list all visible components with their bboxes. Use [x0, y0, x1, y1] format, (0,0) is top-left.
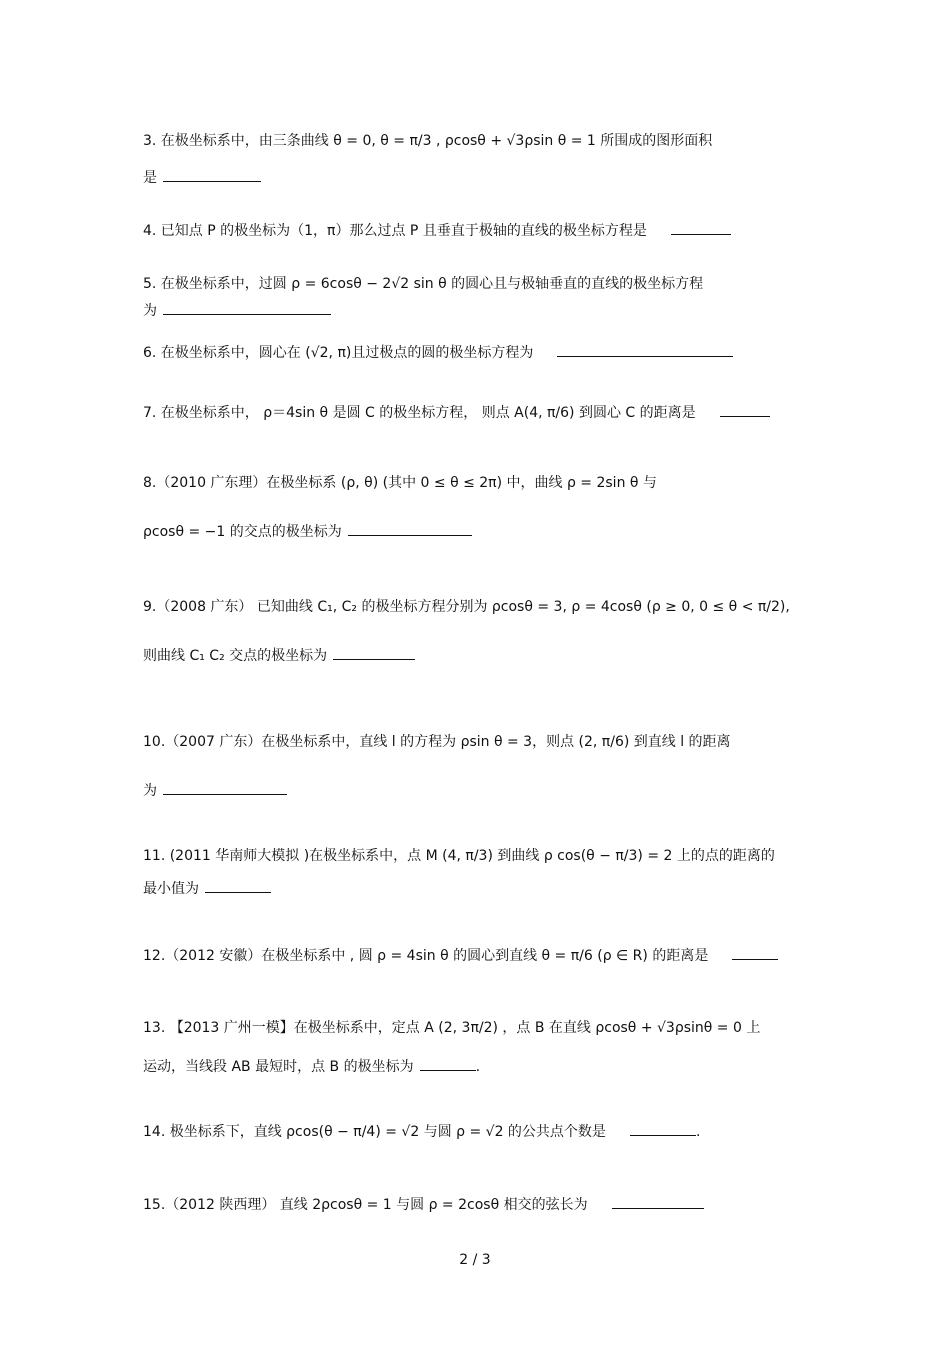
- problem-p7-line-1: [143, 402, 770, 423]
- page-number: 2 / 3: [459, 1252, 491, 1268]
- problem-p3-line-2: [143, 167, 261, 188]
- problem-p13-line-1: [143, 1018, 760, 1038]
- problem-p12-line-1: [143, 945, 778, 966]
- problem-text: 8.（2010 广东理）在极坐标系 (ρ, θ) (其中 0 ≤ θ ≤ 2π) 中，曲线 ρ = 2sin θ 与: [143, 475, 657, 491]
- problem-p10-line-2: [143, 780, 287, 801]
- problem-p5-line-2: [143, 300, 331, 321]
- problem-p6-line-1: [143, 342, 733, 363]
- answer-blank[interactable]: [720, 402, 770, 417]
- problem-text: 7. 在极坐标系中， ρ＝4sin θ 是圆 C 的极坐标方程， 则点 A(4, π/6) 到圆心 C 的距离是: [143, 405, 696, 421]
- answer-blank[interactable]: [420, 1056, 476, 1071]
- answer-blank[interactable]: [612, 1194, 704, 1209]
- problem-text: 15.（2012 陕西理） 直线 2ρcosθ = 1 与圆 ρ = 2cosθ 相交的弦长为: [143, 1197, 588, 1213]
- problem-p15-line-1: [143, 1194, 704, 1215]
- problem-text: 9.（2008 广东） 已知曲线 C₁, C₂ 的极坐标方程分别为 ρcosθ = 3, ρ = 4cosθ (ρ ≥ 0, 0 ≤ θ < π/2),: [143, 599, 790, 615]
- problem-text: ρcosθ = −1 的交点的极坐标为: [143, 524, 342, 540]
- problem-text: 为: [143, 303, 157, 319]
- problem-text: 13. 【2013 广州一模】在极坐标系中，定点 A (2, 3π/2) ，点 B 在直线 ρcosθ + √3ρsinθ = 0 上: [143, 1020, 761, 1036]
- problem-p11-line-1: [143, 846, 775, 866]
- answer-blank[interactable]: [732, 945, 778, 960]
- answer-blank[interactable]: [333, 645, 415, 660]
- problem-text: 则曲线 C₁ C₂ 交点的极坐标为: [143, 648, 328, 664]
- problem-text: 10.（2007 广东）在极坐标系中，直线 l 的方程为 ρsin θ = 3，则点 (2, π/6) 到直线 l 的距离: [143, 734, 731, 750]
- problem-text: 最小值为: [143, 881, 199, 897]
- answer-blank[interactable]: [163, 167, 261, 182]
- problem-p5-line-1: [143, 274, 703, 294]
- problem-p9-line-1: [143, 597, 790, 617]
- problem-p11-line-2: [143, 878, 271, 899]
- problem-p13-line-2: [143, 1056, 480, 1077]
- problem-p8-line-1: [143, 473, 657, 493]
- answer-blank[interactable]: [671, 220, 731, 235]
- problem-text: 是: [143, 170, 157, 186]
- problem-text: 3. 在极坐标系中，由三条曲线 θ = 0, θ = π/3 , ρcosθ + √3ρsin θ = 1 所围成的图形面积: [143, 133, 713, 149]
- problem-p3-line-1: [143, 131, 712, 151]
- problem-p9-line-2: [143, 645, 415, 666]
- answer-blank[interactable]: [205, 878, 271, 893]
- problem-p10-line-1: [143, 732, 731, 752]
- answer-blank[interactable]: [348, 521, 472, 536]
- answer-blank[interactable]: [163, 300, 331, 315]
- answer-blank[interactable]: [163, 780, 287, 795]
- problem-text: 运动，当线段 AB 最短时，点 B 的极坐标为: [143, 1059, 414, 1075]
- problem-text-tail: .: [475, 1059, 481, 1075]
- problem-text: 14. 极坐标系下，直线 ρcos(θ − π/4) = √2 与圆 ρ = √2 的公共点个数是: [143, 1124, 606, 1140]
- problem-text: 为: [143, 783, 157, 799]
- problem-text-tail: .: [695, 1124, 701, 1140]
- problem-text: 4. 已知点 P 的极坐标为（1，π）那么过点 P 且垂直于极轴的直线的极坐标方程是: [143, 223, 647, 239]
- problem-p14-line-1: [143, 1121, 700, 1142]
- problem-p4-line-1: [143, 220, 731, 241]
- problem-text: 6. 在极坐标系中，圆心在 (√2, π)且过极点的圆的极坐标方程为: [143, 345, 534, 361]
- answer-blank[interactable]: [557, 342, 733, 357]
- problem-p8-line-2: [143, 521, 472, 542]
- problem-text: 5. 在极坐标系中，过圆 ρ = 6cosθ − 2√2 sin θ 的圆心且与极轴垂直的直线的极坐标方程: [143, 276, 704, 292]
- problem-text: 12.（2012 安徽）在极坐标系中 , 圆 ρ = 4sin θ 的圆心到直线 θ = π/6 (ρ ∈ R) 的距离是: [143, 948, 709, 964]
- answer-blank[interactable]: [630, 1121, 696, 1136]
- problem-text: 11. (2011 华南师大模拟 )在极坐标系中，点 M (4, π/3) 到曲线 ρ cos(θ − π/3) = 2 上的点的距离的: [143, 848, 775, 864]
